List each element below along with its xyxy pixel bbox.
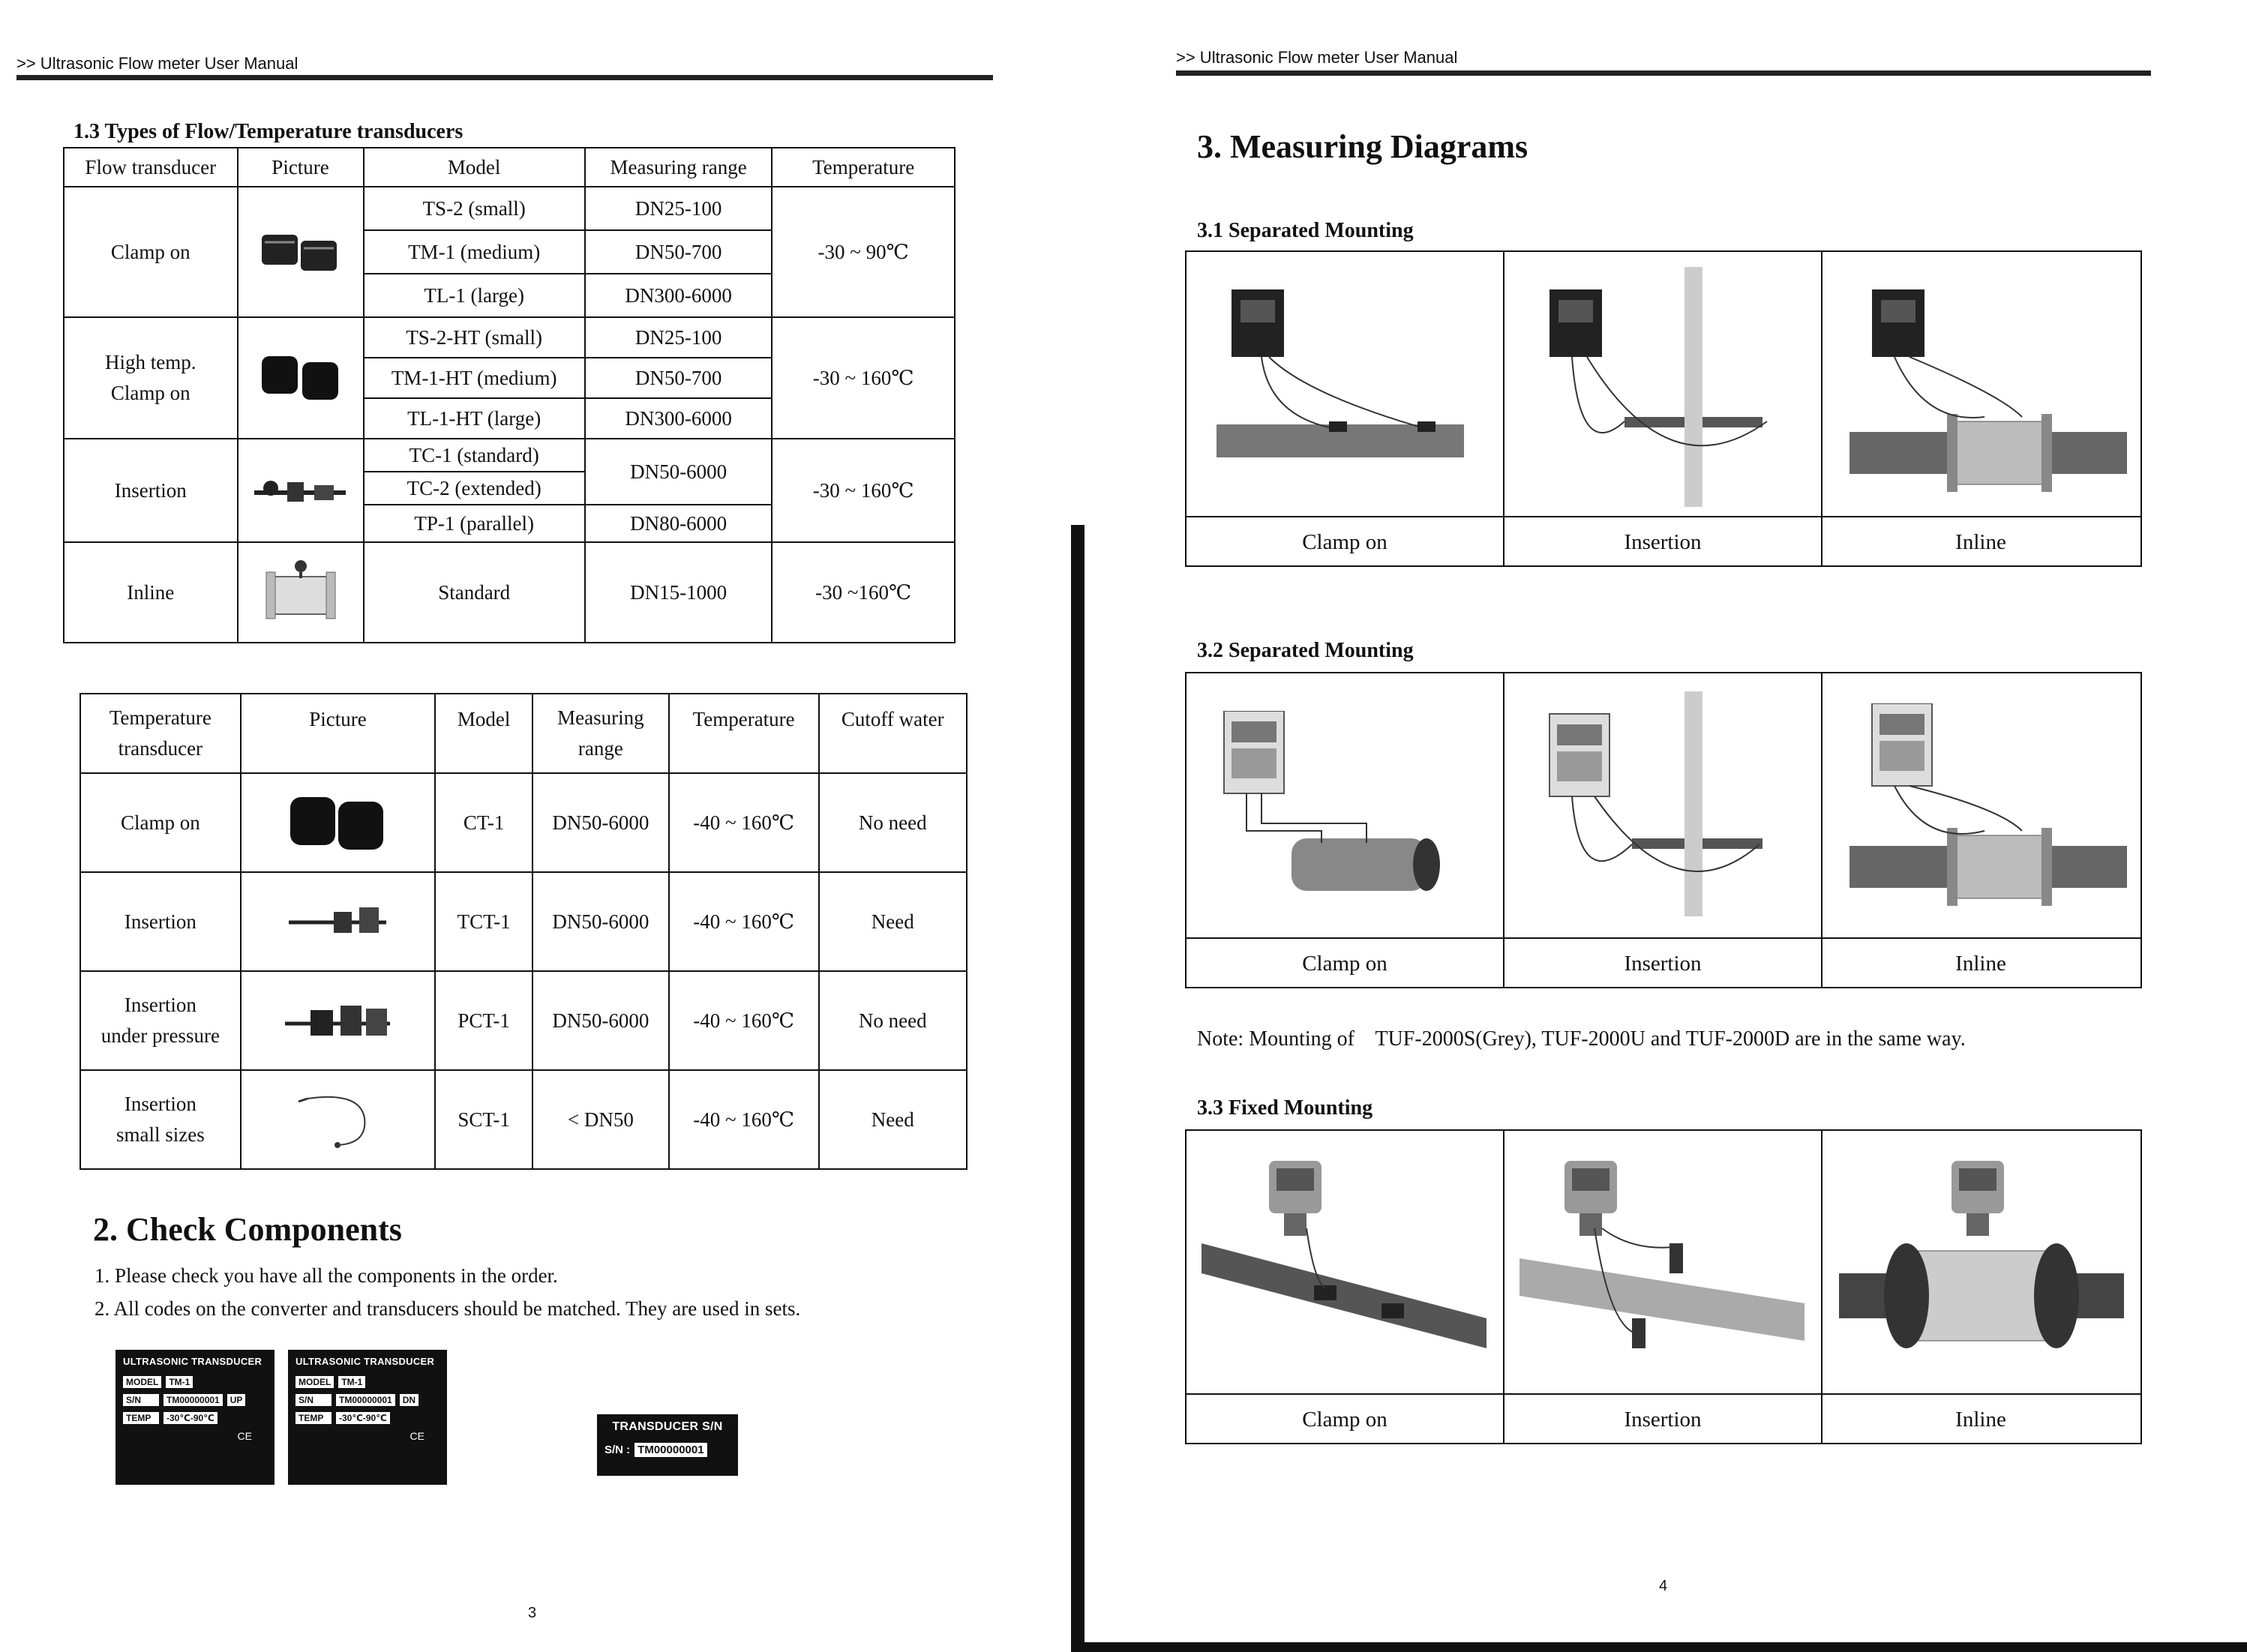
col-header [80,694,241,773]
model-cell: SCT-1 [435,1070,532,1169]
range-cell: < DN50 [532,1070,669,1169]
check-item: 2. All codes on the converter and transducers should be matched. They are used in sets. [94,1297,801,1320]
range-cell: DN50-700 [585,230,772,274]
cutoff-cell: No need [819,773,967,872]
temperature-cell: -30 ~ 160℃ [772,317,955,439]
picture-cell [238,439,364,542]
type-line: Insertion [124,910,196,933]
page-header: >> Ultrasonic Flow meter User Manual [16,54,298,73]
type-line: under pressure [100,1024,220,1047]
caption-divider [1186,1393,2140,1395]
insertion-diagram-image [1534,267,1804,507]
transducer-label-dn [288,1350,447,1485]
temperature-cell: -30 ~ 90℃ [772,187,955,317]
diagram-caption: Insertion [1624,1408,1702,1432]
label-row [116,1373,274,1391]
range-cell: DN15-1000 [585,542,772,643]
cutoff-cell: Need [819,1070,967,1169]
transducer-type [64,317,238,439]
inline-diagram-image [1839,1153,2124,1378]
type-line: Insertion [124,994,196,1016]
caption-divider [1186,937,2140,939]
inline-transducer-image [263,553,338,628]
type-line: Insertion [124,1093,196,1115]
range-cell: DN25-100 [585,187,772,230]
label-title: ULTRASONIC TRANSDUCER [296,1356,435,1367]
left-page [0,0,1080,1652]
model-cell: TS-2 (small) [364,187,585,230]
transducer-type [80,872,241,971]
diagram-caption: Clamp on [1302,952,1388,976]
col-header [532,694,669,773]
model-cell: TL-1-HT (large) [364,398,585,439]
caption-divider [1186,516,2140,517]
transducer-type: Clamp on [64,187,238,317]
clamp-on-diagram-image [1216,711,1472,928]
diagram-caption: Clamp on [1302,1408,1388,1432]
ct1-transducer-image [281,787,394,854]
model-cell: TCT-1 [435,872,532,971]
range-cell: DN50-6000 [532,971,669,1070]
ce-mark: CE [237,1430,252,1442]
sct1-transducer-image [292,1084,382,1151]
diagram-caption: Inline [1955,1408,2006,1432]
check-components-title: 2. Check Components [93,1211,402,1248]
range-cell: DN50-6000 [532,872,669,971]
model-cell: PCT-1 [435,971,532,1070]
picture-cell [241,1070,436,1169]
label-row [288,1373,447,1391]
page-number: 4 [1659,1578,1668,1594]
label-row [116,1409,274,1427]
ce-mark: CE [410,1430,424,1442]
col-header: Model [435,694,532,773]
picture-cell [238,317,364,439]
picture-cell [238,187,364,317]
range-cell: DN300-6000 [585,398,772,439]
flow-transducer-table [63,147,956,643]
header-line: Measuring [557,706,644,729]
measuring-diagrams-title: 3. Measuring Diagrams [1197,128,1528,165]
header-rule [1176,70,2151,76]
inline-diagram-image [1850,274,2127,499]
label-value: UP [227,1394,246,1406]
temp-cell: -40 ~ 160℃ [669,773,819,872]
page-bottom-edge [1080,1642,2247,1652]
insertion-transducer-image [248,466,353,511]
diagram-caption: Insertion [1624,530,1702,554]
cutoff-cell: No need [819,971,967,1070]
picture-cell [238,542,364,643]
range-cell: DN50-700 [585,358,772,398]
temp-cell: -40 ~ 160℃ [669,1070,819,1169]
label-value: TM00000001 [634,1443,706,1457]
type-line: High temp. [105,351,196,373]
transducer-type [80,1070,241,1169]
type-line: Clamp on [110,382,190,404]
section-title: 3.3 Fixed Mounting [1197,1096,1373,1120]
label-key: TEMP [123,1412,159,1424]
model-cell: CT-1 [435,773,532,872]
label-key: S/N : [604,1444,631,1456]
col-header: Model [364,148,585,187]
section-title: 3.2 Separated Mounting [1197,639,1414,662]
picture-cell [241,971,436,1070]
label-row [597,1440,738,1460]
range-cell: DN300-6000 [585,274,772,317]
diagram-grid [1185,1129,2142,1444]
clamp-on-diagram-image [1216,282,1472,499]
label-key: S/N [123,1394,159,1406]
label-row [116,1427,274,1445]
header-line: range [578,737,623,760]
col-header: Temperature [772,148,955,187]
transducer-type: Inline [64,542,238,643]
sn-label [597,1414,738,1476]
label-row [288,1427,447,1445]
model-cell: TM-1-HT (medium) [364,358,585,398]
range-cell: DN50-6000 [532,773,669,872]
check-item: 1. Please check you have all the components in the order. [94,1264,558,1287]
pct1-transducer-image [278,992,398,1045]
range-cell: DN80-6000 [585,505,772,542]
col-header: Measuring range [585,148,772,187]
temperature-transducer-table [80,693,968,1170]
header-line: transducer [118,737,203,760]
temp-cell: -40 ~ 160℃ [669,971,819,1070]
transducer-label-up [116,1350,274,1485]
range-cell: DN50-6000 [585,439,772,505]
col-header: Flow transducer [64,148,238,187]
right-page [1080,0,2247,1652]
high-temp-transducer-image [256,346,346,406]
label-value: TM00000001 [164,1394,223,1406]
cutoff-cell: Need [819,872,967,971]
label-value: -30℃-90℃ [164,1412,218,1424]
label-key: S/N [296,1394,332,1406]
label-title: ULTRASONIC TRANSDUCER [123,1356,262,1367]
model-cell: TL-1 (large) [364,274,585,317]
clamp-on-transducer-image [256,220,346,280]
diagram-caption: Insertion [1624,952,1702,976]
section-title: 3.1 Separated Mounting [1197,219,1414,242]
diagram-caption: Inline [1955,952,2006,976]
diagram-grid [1185,250,2142,567]
header-line: Temperature [109,706,212,729]
col-header: Picture [238,148,364,187]
label-value: TM00000001 [336,1394,395,1406]
label-row [288,1391,447,1409]
mounting-note: Note: Mounting of TUF-2000S(Grey), TUF-2000U and TUF-2000D are in the same way. [1197,1027,1966,1051]
type-line: Clamp on [120,811,200,834]
diagram-grid [1185,672,2142,988]
insertion-diagram-image [1534,691,1804,931]
transducer-type [80,773,241,872]
picture-cell [241,872,436,971]
label-value: -30℃-90℃ [336,1412,390,1424]
temperature-cell: -30 ~160℃ [772,542,955,643]
model-cell: TM-1 (medium) [364,230,585,274]
sn-label-title: TRANSDUCER S/N [612,1420,723,1433]
transducer-type [80,971,241,1070]
tct1-transducer-image [281,897,394,942]
label-value: DN [400,1394,418,1406]
label-row [288,1409,447,1427]
label-key: MODEL [296,1376,334,1388]
insertion-diagram-image [1520,1153,1804,1378]
clamp-on-diagram-image [1202,1153,1486,1378]
model-cell: TS-2-HT (small) [364,317,585,358]
range-cell: DN25-100 [585,317,772,358]
label-key: TEMP [296,1412,332,1424]
diagram-caption: Inline [1955,530,2006,554]
model-cell: TP-1 (parallel) [364,505,585,542]
section-title: 1.3 Types of Flow/Temperature transducers [74,120,464,143]
transducer-type: Insertion [64,439,238,542]
model-cell: Standard [364,542,585,643]
temperature-cell: -30 ~ 160℃ [772,439,955,542]
type-line: small sizes [116,1123,205,1146]
label-value: TM-1 [166,1376,193,1388]
col-header: Cutoff water [819,694,967,773]
temp-cell: -40 ~ 160℃ [669,872,819,971]
model-cell: TC-1 (standard) [364,439,585,472]
label-key: MODEL [123,1376,161,1388]
page-number: 3 [528,1605,537,1621]
header-rule [16,75,993,80]
inline-diagram-image [1850,703,2127,921]
label-value: TM-1 [338,1376,365,1388]
model-cell: TC-2 (extended) [364,472,585,505]
page-header: >> Ultrasonic Flow meter User Manual [1176,48,1458,67]
col-header: Temperature [669,694,819,773]
label-row [116,1391,274,1409]
col-header: Picture [241,694,436,773]
picture-cell [241,773,436,872]
diagram-caption: Clamp on [1302,530,1388,554]
